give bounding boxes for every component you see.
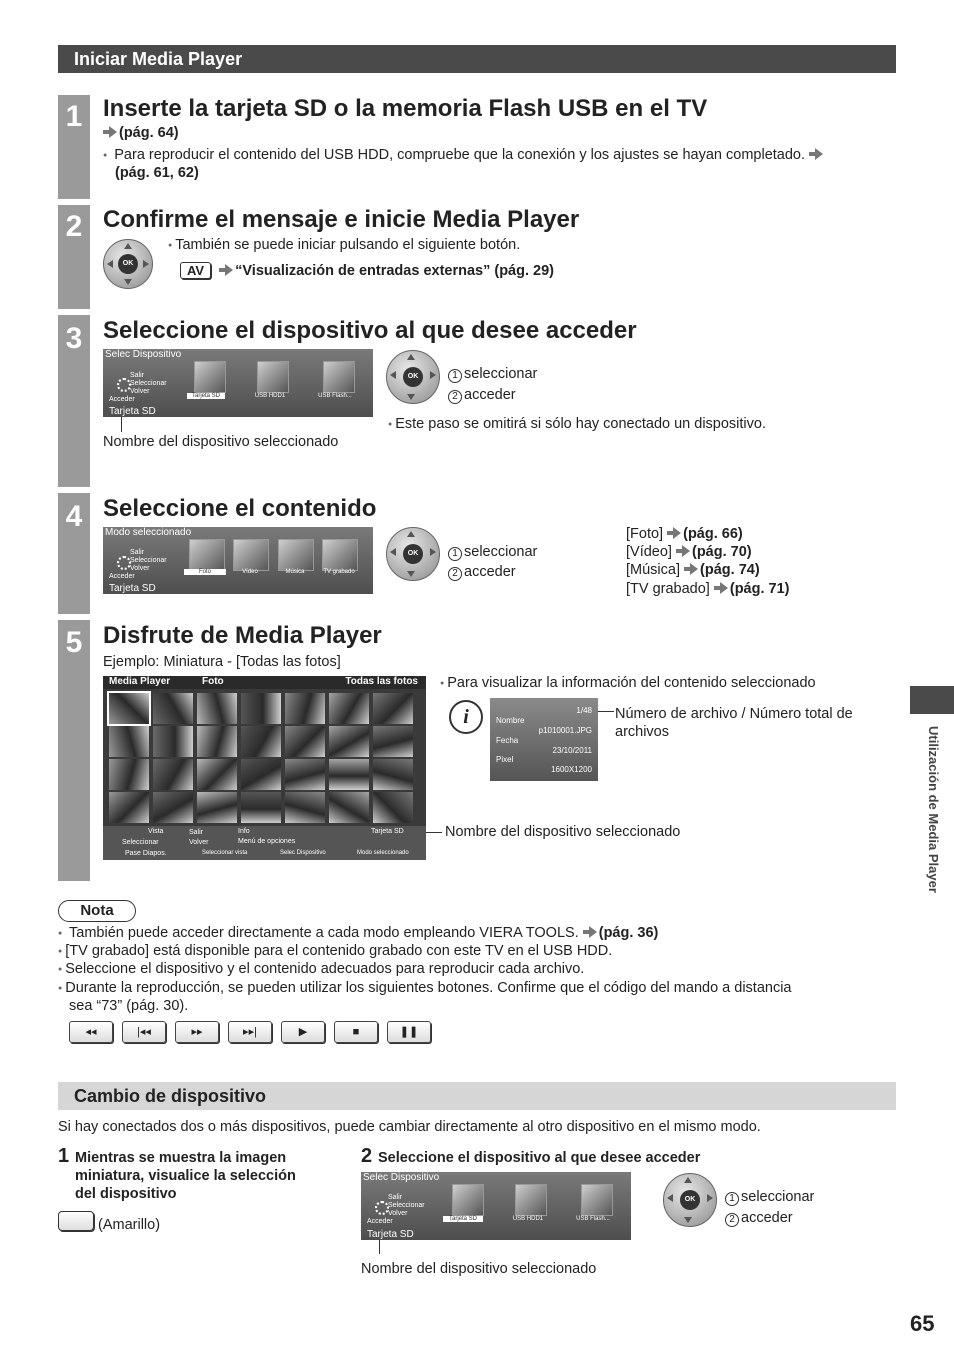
nav-access: 2 acceder [448, 564, 516, 581]
remote-dpad-icon: OK [386, 527, 440, 581]
photo-thumbnail[interactable] [109, 726, 149, 757]
mode-select-screen: Modo seleccionado Salir Seleccionar Volver Acceder Foto Vídeo Música TV grabado Tarjeta SD [103, 527, 373, 594]
page-number: 65 [910, 1311, 935, 1336]
leader-line [598, 711, 614, 712]
photo-thumbnail[interactable] [153, 726, 193, 757]
leader-line [121, 417, 122, 432]
device-label: Tarjeta SD [187, 393, 225, 399]
nav-access: 2 acceder [448, 387, 516, 404]
arrow-icon [219, 264, 233, 276]
photo-thumbnail[interactable] [373, 759, 413, 790]
info-icon: i [449, 700, 483, 734]
photo-thumbnail[interactable] [197, 759, 237, 790]
photo-thumbnail[interactable] [241, 759, 281, 790]
remote-dpad-icon: OK [663, 1173, 717, 1227]
device-select-screen: Selec Dispositivo Salir Seleccionar Volver Acceder Tarjeta SD USB HDD1 USB Flash... Tarjeta SD [103, 349, 373, 417]
step-1-ref: (pág. 64) [103, 125, 179, 141]
photo-thumbnail[interactable] [241, 792, 281, 823]
photo-thumbnail[interactable] [241, 693, 281, 724]
arrow-icon [809, 148, 823, 160]
photo-thumbnail[interactable] [197, 726, 237, 757]
nav-icon [375, 1201, 389, 1215]
sd-card-icon [194, 361, 226, 393]
screen-footer: Tarjeta SD [367, 1229, 414, 1240]
photo-thumbnail[interactable] [373, 693, 413, 724]
play-button-icon: ▶ [281, 1021, 325, 1043]
step-2-bullet: ● También se puede iniciar pulsando el siguiente botón. [168, 237, 520, 253]
photo-thumbnail[interactable] [153, 792, 193, 823]
mode-ref: [Vídeo] (pág. 70) [626, 544, 752, 560]
av-button-icon: AV [180, 262, 211, 279]
nav-icon [117, 378, 131, 392]
photo-icon [189, 539, 225, 571]
photo-thumbnail[interactable] [329, 726, 369, 757]
usb-icon [323, 361, 355, 393]
player-footer: Vista Seleccionar Salir Volver Info Menú de opciones Tarjeta SD Pase Diapos. Seleccionar vista Selec Dispositivo Modo seleccionado [103, 826, 426, 860]
step-5-title: Disfrute de Media Player [103, 622, 382, 649]
screen-header: Modo seleccionado [105, 527, 192, 538]
step-5-number: 5 [65, 626, 83, 659]
yellow-button-icon [58, 1211, 94, 1231]
arrow-icon [667, 527, 681, 539]
step-5-bullet: ● Para visualizar la información del contenido seleccionado [440, 675, 816, 691]
photo-thumbnail[interactable] [329, 792, 369, 823]
substep-2-title: Seleccione el dispositivo al que desee acceder [378, 1150, 701, 1166]
nota-badge: Nota [58, 900, 136, 922]
substep-1-number: 1 [58, 1145, 70, 1167]
photo-thumbnail[interactable] [329, 759, 369, 790]
photo-thumbnail[interactable] [285, 693, 325, 724]
screen-footer: Tarjeta SD [109, 406, 156, 417]
sd-card-icon [452, 1184, 484, 1216]
device-select-screen: Selec Dispositivo Salir Seleccionar Volver Acceder Tarjeta SD USB HDD1 USB Flash... Tarjeta SD [361, 1172, 631, 1240]
step-1-bullet: ● Para reproducir el contenido del USB HDD, compruebe que la conexión y los ajustes se hayan completado. [103, 147, 825, 163]
usb-icon [515, 1184, 547, 1216]
nota-item: ● Seleccione el dispositivo y el contenido adecuados para reproducir cada archivo. [58, 961, 584, 977]
step-1-number: 1 [65, 100, 83, 133]
stop-button-icon: ■ [334, 1021, 378, 1043]
photo-thumbnail[interactable] [241, 726, 281, 757]
screen-header: Selec Dispositivo [363, 1172, 440, 1183]
screen-footer: Tarjeta SD [109, 583, 156, 594]
skip-back-button-icon: |◂◂ [122, 1021, 166, 1043]
section-title: Iniciar Media Player [74, 49, 243, 69]
step-2-title: Confirme el mensaje e inicie Media Player [103, 206, 580, 233]
photo-thumbnail[interactable] [197, 693, 237, 724]
nav-select: 1 seleccionar [448, 366, 537, 383]
mode-ref: [TV grabado] (pág. 71) [626, 581, 790, 597]
photo-thumbnail[interactable] [197, 792, 237, 823]
info-panel: 1/48 Nombre p1010001.JPG Fecha 23/10/2011 Pixel 1600X1200 [490, 698, 598, 781]
step-4-number: 4 [65, 500, 83, 533]
arrow-icon [676, 545, 690, 557]
photo-thumbnail[interactable] [109, 759, 149, 790]
fast-forward-button-icon: ▸▸ [175, 1021, 219, 1043]
photo-thumbnail[interactable] [285, 759, 325, 790]
remote-dpad-icon: OK [103, 239, 153, 289]
video-icon [233, 539, 269, 571]
nota-item: ● También puede acceder directamente a cada modo empleando VIERA TOOLS. (pág. 36) [58, 925, 658, 941]
arrow-icon [684, 563, 698, 575]
nota-item: ● Durante la reproducción, se pueden utilizar los siguientes botones. Confirme que el código del mando a distancia [58, 980, 791, 996]
section-title: Cambio de dispositivo [74, 1086, 267, 1106]
section-2-intro: Si hay conectados dos o más dispositivos, puede cambiar directamente al otro dispositivo en el mismo modo. [58, 1119, 761, 1135]
device-caption: Nombre del dispositivo seleccionado [445, 824, 681, 840]
mode-ref: [Foto] (pág. 66) [626, 526, 743, 542]
mode-ref: [Música] (pág. 74) [626, 562, 760, 578]
device-label: USB Flash... [318, 393, 352, 399]
nota-item: ● [TV grabado] está disponible para el contenido grabado con este TV en el USB HDD. [58, 943, 612, 959]
step-3-caption: Nombre del dispositivo seleccionado [103, 434, 339, 450]
section-header-iniciar [58, 45, 896, 73]
arrow-icon [714, 582, 728, 594]
step-3-title: Seleccione el dispositivo al que desee acceder [103, 317, 637, 344]
nav-access: 2 acceder [725, 1210, 793, 1227]
side-tab [910, 686, 954, 714]
leader-line [379, 1240, 380, 1254]
skip-forward-button-icon: ▸▸| [228, 1021, 272, 1043]
info-caption: Número de archivo / Número total de archivos [615, 706, 853, 740]
photo-thumbnail[interactable] [109, 693, 149, 724]
nav-icon [117, 556, 131, 570]
device-label: USB HDD1 [254, 393, 286, 399]
usb-icon [581, 1184, 613, 1216]
substep-2-number: 2 [361, 1145, 373, 1167]
nav-select: 1 seleccionar [448, 544, 537, 561]
step-2-number: 2 [65, 210, 83, 243]
photo-thumbnail[interactable] [153, 693, 193, 724]
step-3-bullet: ● Este paso se omitirá si sólo hay conectado un dispositivo. [388, 416, 766, 432]
arrow-icon [103, 126, 117, 138]
photo-thumbnail[interactable] [373, 726, 413, 757]
section-2-caption: Nombre del dispositivo seleccionado [361, 1261, 597, 1277]
screen-header: Selec Dispositivo [105, 349, 182, 360]
photo-thumbnail[interactable] [153, 759, 193, 790]
photo-thumbnail[interactable] [109, 792, 149, 823]
side-tab-label: Utilización de Media Player [926, 726, 941, 893]
nav-select: 1 seleccionar [725, 1189, 814, 1206]
nota-item-cont: sea “73” (pág. 30). [69, 998, 189, 1014]
rewind-button-icon: ◂◂ [69, 1021, 113, 1043]
step-1-title: Inserte la tarjeta SD o la memoria Flash USB en el TV [103, 95, 708, 122]
pause-button-icon: ❚❚ [387, 1021, 431, 1043]
photo-thumbnail[interactable] [329, 693, 369, 724]
photo-thumbnail[interactable] [285, 792, 325, 823]
player-header: Media Player Foto Todas las fotos [103, 676, 426, 689]
step-2-av-line: AV “Visualización de entradas externas” (pág. 29) [180, 262, 554, 279]
step-1-bullet-ref: (pág. 61, 62) [115, 165, 199, 181]
usb-icon [257, 361, 289, 393]
step-3-number: 3 [65, 322, 83, 355]
tv-recorded-icon [322, 539, 358, 571]
photo-thumbnail[interactable] [285, 726, 325, 757]
yellow-label: (Amarillo) [98, 1217, 161, 1233]
section-header-cambio [58, 1082, 896, 1110]
media-player-screen [103, 676, 426, 860]
leader-line [426, 832, 442, 833]
arrow-icon [583, 926, 597, 938]
step-4-title: Seleccione el contenido [103, 495, 377, 522]
music-icon [278, 539, 314, 571]
example-caption: Ejemplo: Miniatura - [Todas las fotos] [103, 654, 341, 670]
remote-dpad-icon: OK [386, 350, 440, 404]
photo-thumbnail[interactable] [373, 792, 413, 823]
